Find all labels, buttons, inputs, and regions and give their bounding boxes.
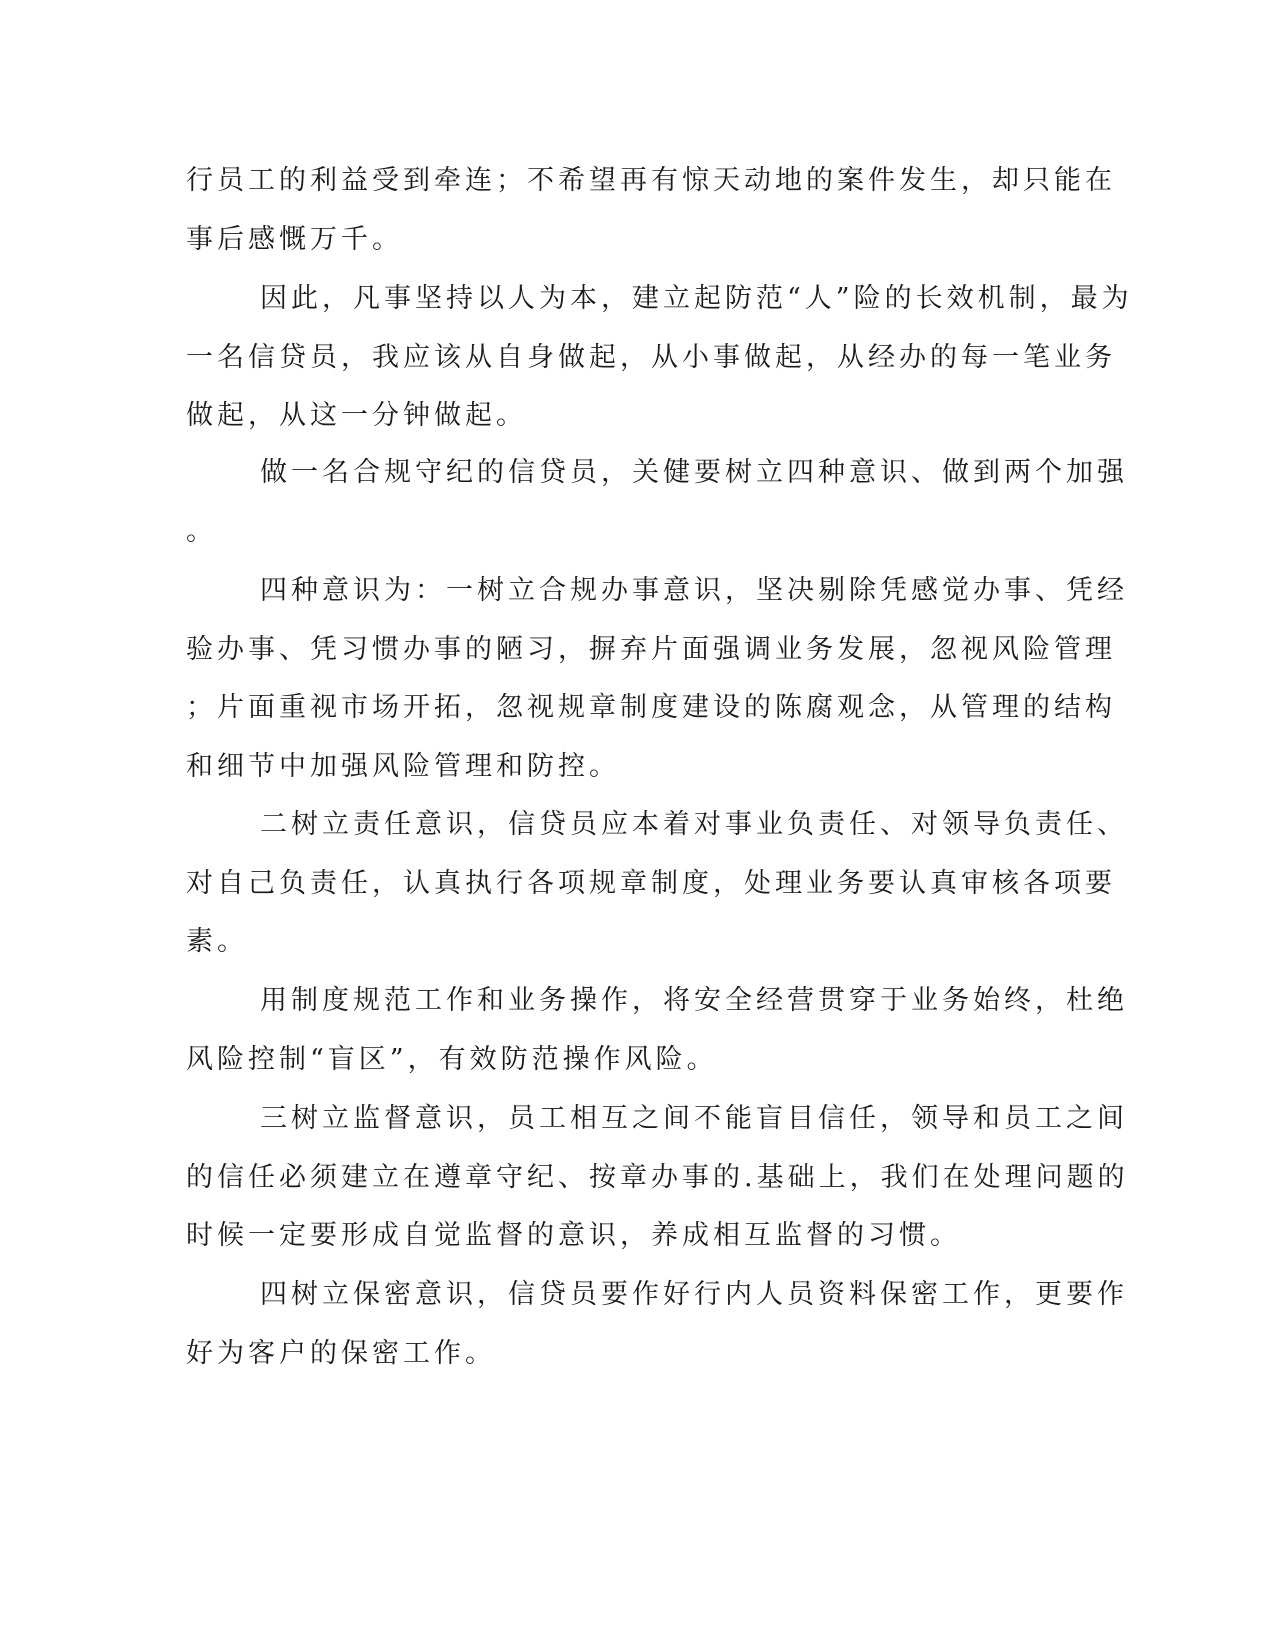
text-line: 的信任必须建立在遵章守纪、按章办事的.基础上，我们在处理问题的 bbox=[186, 1161, 1129, 1193]
text-line: 四种意识为：一树立合规办事意识，坚决剔除凭感觉办事、凭经 bbox=[260, 575, 1128, 606]
text-line: 行员工的利益受到牵连；不希望再有惊天动地的案件发生，却只能在 bbox=[186, 165, 1116, 196]
text-line: 做起，从这一分钟做起。 bbox=[186, 400, 527, 431]
text-line: 事后感慨万千。 bbox=[186, 223, 403, 255]
text-line: 素。 bbox=[186, 926, 248, 957]
paragraph-3 bbox=[186, 444, 1128, 561]
text-line: 做一名合规守纪的信贷员，关健要树立四种意识、做到两个加强 bbox=[260, 457, 1128, 488]
text-line: 风险控制“盲区”，有效防范操作风险。 bbox=[186, 1043, 718, 1075]
paragraph-7 bbox=[186, 1090, 1129, 1266]
text-line: 一名信贷员，我应该从自身做起，从小事做起，从经办的每一笔业务 bbox=[186, 341, 1116, 373]
text-line: 好为客户的保密工作。 bbox=[186, 1337, 496, 1369]
text-line: 因此，凡事坚持以人为本，建立起防范“人”险的长效机制，最为 bbox=[260, 283, 1133, 314]
paragraph-2 bbox=[186, 270, 1133, 446]
text-line: 时候一定要形成自觉监督的意识，养成相互监督的习惯。 bbox=[186, 1220, 961, 1251]
text-line: 四树立保密意识，信贷员要作好行内人员资料保密工作，更要作 bbox=[260, 1279, 1128, 1310]
text-line: 。 bbox=[186, 515, 217, 547]
text-line: 用制度规范工作和业务操作，将安全经营贯穿于业务始终，杜绝 bbox=[260, 985, 1128, 1016]
paragraph-4 bbox=[186, 562, 1128, 796]
text-line: 三树立监督意识，员工相互之间不能盲目信任，领导和员工之间 bbox=[260, 1103, 1128, 1134]
paragraph-8 bbox=[186, 1266, 1128, 1383]
text-line: 验办事、凭习惯办事的陋习，摒弃片面强调业务发展，忽视风险管理 bbox=[186, 633, 1116, 665]
text-line: 和细节中加强风险管理和防控。 bbox=[186, 750, 620, 782]
text-line: ；片面重视市场开拓，忽视规章制度建设的陈腐观念，从管理的结构 bbox=[186, 692, 1116, 723]
paragraph-1 bbox=[186, 152, 1116, 269]
paragraph-6 bbox=[186, 972, 1128, 1089]
paragraph-5 bbox=[186, 796, 1128, 972]
text-line: 二树立责任意识，信贷员应本着对事业负责任、对领导负责任、 bbox=[260, 809, 1128, 840]
text-line: 对自己负责任，认真执行各项规章制度，处理业务要认真审核各项要 bbox=[186, 867, 1116, 899]
